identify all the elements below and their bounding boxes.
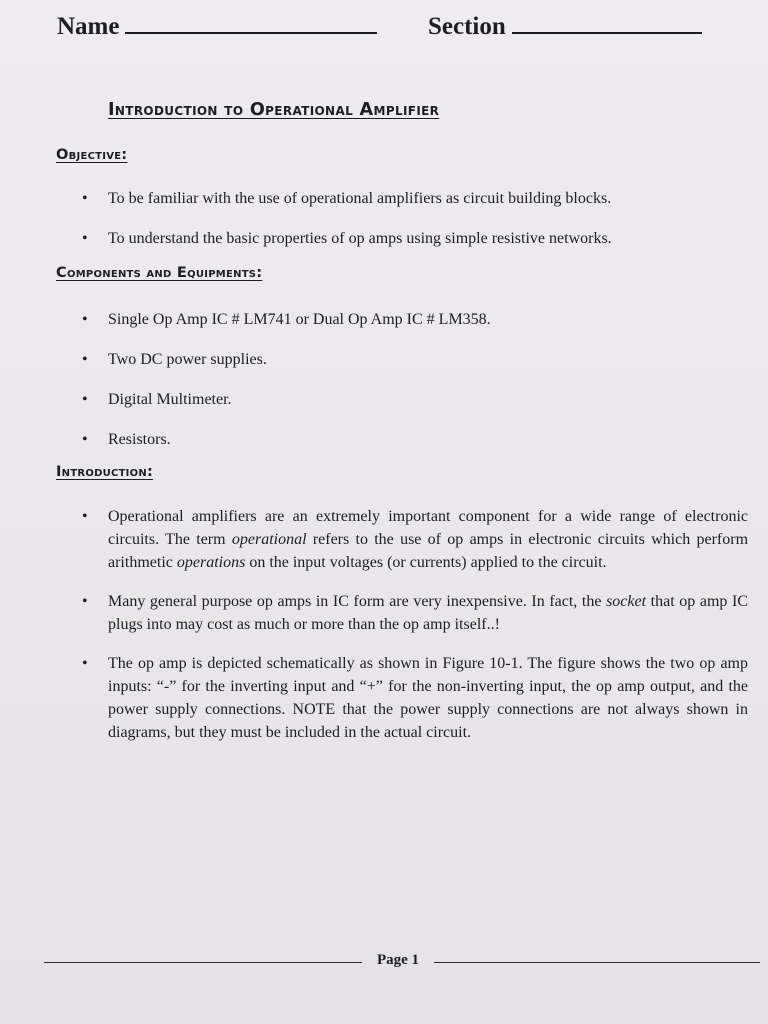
name-field [57, 10, 377, 41]
paragraph-text: on the input voltages (or currents) applied to the circuit. [245, 554, 607, 571]
paragraph-text: that op amp IC plugs into may cost as much or more than the op amp itself..! [108, 593, 748, 633]
list-item [82, 505, 748, 574]
page-number: Page 1 [376, 952, 420, 968]
paragraph-text: Operational amplifiers are an extremely important component for a wide range of electronic circuits. The term [108, 508, 748, 548]
section-field [428, 10, 702, 41]
objective-heading: Objective: [56, 146, 128, 163]
section-label: Section [428, 13, 506, 40]
emphasis-operations: operations [176, 554, 246, 571]
emphasis-socket: socket [606, 593, 647, 610]
list-item: • To be familiar with the use of operational amplifiers as circuit building blocks. [82, 187, 732, 210]
page-title: Introduction to Operational Amplifier [108, 100, 440, 120]
footer-rule-right [434, 962, 760, 963]
name-label: Name [57, 13, 120, 40]
name-blank-line [125, 10, 377, 34]
introduction-heading: Introduction: [56, 463, 154, 480]
list-item: • Single Op Amp IC # LM741 or Dual Op Amp IC # LM358. [82, 308, 732, 331]
introduction-list [82, 505, 748, 760]
components-list [82, 308, 732, 468]
emphasis-operational: operational [231, 531, 307, 548]
list-item: • Two DC power supplies. [82, 348, 732, 371]
paragraph-text: refers to the use of op amps in electronic circuits which perform arithmetic [108, 531, 749, 571]
objective-list [82, 187, 732, 267]
list-item [82, 590, 748, 636]
footer-rule-left [44, 962, 362, 963]
list-item: • The op amp is depicted schematically as shown in Figure 10-1. The figure shows the two op amp inputs: “-” for the inverting input and “+” for the non-inverting input, the op amp output, and the power supply connections. NOTE that the power supply connections are not always shown in diagrams, but they must be included in the actual circuit. [82, 652, 748, 744]
page-footer [0, 952, 768, 974]
list-item: • Resistors. [82, 428, 732, 451]
list-item: • Digital Multimeter. [82, 388, 732, 411]
components-heading: Components and Equipments: [56, 264, 263, 281]
paragraph-text: Many general purpose op amps in IC form are very inexpensive. In fact, the [108, 593, 607, 610]
section-blank-line [512, 10, 702, 34]
list-item: • To understand the basic properties of op amps using simple resistive networks. [82, 227, 732, 250]
